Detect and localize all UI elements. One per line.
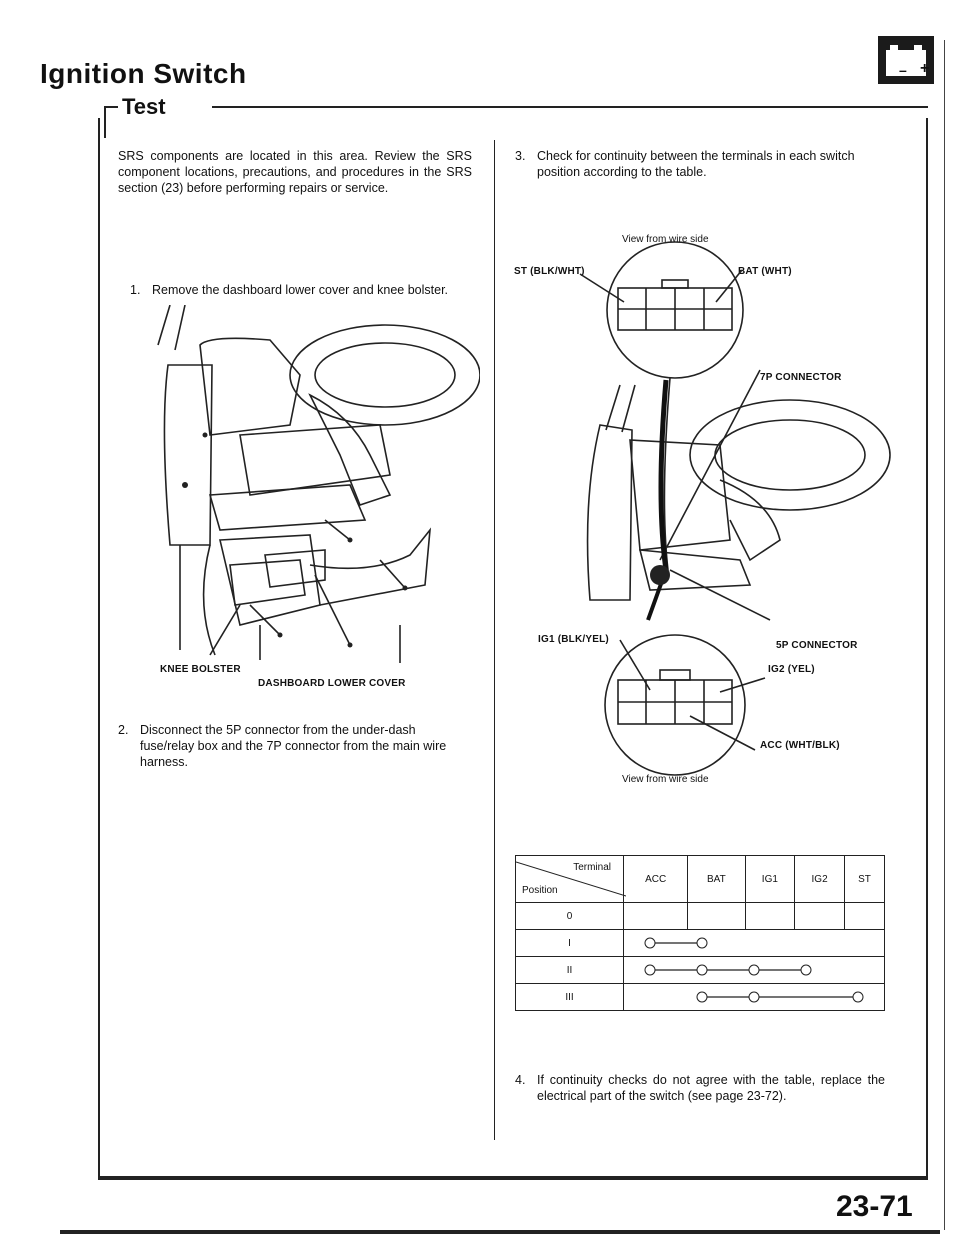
step-4 <box>515 1072 885 1104</box>
bottom-rule <box>60 1230 940 1234</box>
bat-terminal-label: BAT (WHT) <box>738 266 792 277</box>
table-row <box>516 984 885 1011</box>
step-number: 2. <box>118 723 129 737</box>
step-text: Check for continuity between the terminals in each switch position according to the table. <box>537 149 855 179</box>
corner-terminal-label: Terminal <box>573 862 611 873</box>
continuity-link-icon <box>624 984 884 1010</box>
step-text: Disconnect the 5P connector from the under-dash fuse/relay box and the 7P connector from the main wire harness. <box>140 723 447 769</box>
table-row <box>516 957 885 984</box>
position-cell: II <box>516 957 624 984</box>
position-cell: III <box>516 984 624 1011</box>
column-header: ST <box>844 856 884 903</box>
step-number: 4. <box>515 1073 526 1087</box>
st-terminal-label: ST (BLK/WHT) <box>514 266 585 277</box>
knee-bolster-label: KNEE BOLSTER <box>160 664 241 675</box>
battery-icon: – + <box>878 36 934 84</box>
column-divider <box>494 140 495 1140</box>
step-text: Remove the dashboard lower cover and knee bolster. <box>152 283 449 297</box>
dashboard-illustration <box>150 305 480 695</box>
step-number: 3. <box>515 149 526 163</box>
step-number: 1. <box>130 283 141 297</box>
position-cell: I <box>516 930 624 957</box>
7p-connector-label: 7P CONNECTOR <box>760 372 842 383</box>
srs-note: SRS components are located in this area. Review the SRS component locations, precautions, and procedures in the SRS section (23) before performing repairs or service. <box>118 149 472 195</box>
section-title: Test <box>122 94 166 119</box>
dashboard-lower-cover-label: DASHBOARD LOWER COVER <box>258 678 406 689</box>
column-header: BAT <box>688 856 745 903</box>
step-2 <box>118 722 472 770</box>
table-row <box>516 930 885 957</box>
corner-position-label: Position <box>522 885 558 896</box>
table-header-row <box>516 856 885 903</box>
column-header: IG2 <box>795 856 845 903</box>
view-wire-side-label-bottom: View from wire side <box>622 774 709 785</box>
column-header: IG1 <box>745 856 795 903</box>
step-1 <box>130 282 480 298</box>
continuity-link-icon <box>624 957 884 983</box>
section-rule <box>212 106 928 108</box>
page-edge-line <box>944 40 945 1230</box>
step-3 <box>515 148 885 180</box>
continuity-link-icon <box>624 930 884 956</box>
page-title: Ignition Switch <box>40 58 247 89</box>
ig1-terminal-label: IG1 (BLK/YEL) <box>538 634 609 645</box>
acc-terminal-label: ACC (WHT/BLK) <box>760 740 840 751</box>
table-row <box>516 903 885 930</box>
continuity-table <box>515 855 885 1011</box>
5p-connector-label: 5P CONNECTOR <box>776 640 858 651</box>
step-text: If continuity checks do not agree with the table, replace the electrical part of the switch (see page 23-72). <box>537 1073 885 1103</box>
ig2-terminal-label: IG2 (YEL) <box>768 664 815 675</box>
page-number: 23-71 <box>836 1190 913 1223</box>
table-corner-cell <box>516 856 624 903</box>
column-header: ACC <box>624 856 688 903</box>
connector-illustration <box>520 240 910 780</box>
position-cell: 0 <box>516 903 624 930</box>
view-wire-side-label-top: View from wire side <box>622 234 709 245</box>
